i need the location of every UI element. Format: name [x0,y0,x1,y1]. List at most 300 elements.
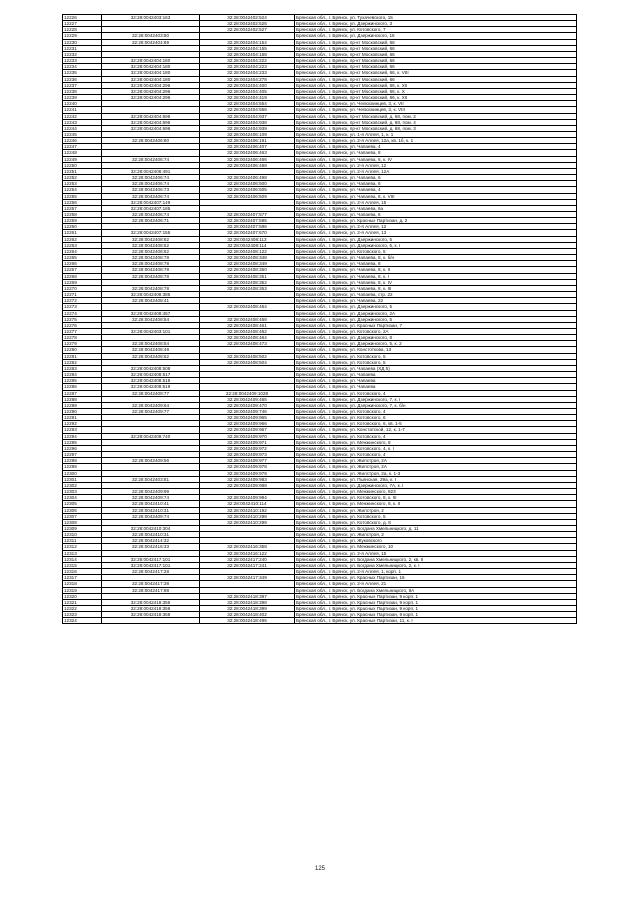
address-cell: Брянская обл., г. Брянск, ул. Чапаева (ХД 5) [295,365,577,371]
object-cadastral-number-cell: 32:28:0042408:454 [200,304,295,310]
row-number-cell: 12317 [63,575,102,581]
object-cadastral-number-cell: 32:28:0042418:397 [200,593,295,599]
address-cell: Брянская обл., г. Брянск, ул. 2-я Аллея, 12А [295,168,577,174]
object-cadastral-number-cell: 32:28:0042418:399 [200,606,295,612]
row-number-cell: 12237 [63,82,102,88]
address-cell: Брянская обл., г. Брянск, ул. Котовского, 4 [295,433,577,439]
address-cell: Брянская обл., г. Брянск, ул. Богдана Хмельницкого, д. 11 [295,525,577,531]
address-cell: Брянская обл., г. Брянск, ул. Чапаева, 6, к. VIII [295,193,577,199]
row-number-cell: 12247 [63,144,102,150]
address-cell: Брянская обл., г. Брянск, ул. 2-я Аллея, 15 [295,550,577,556]
land-cadastral-number-cell: 32:28:0042403:163 [102,15,200,21]
address-cell: Брянская обл., г. Брянск, ул. Чапаева, 8 [295,150,577,156]
row-number-cell: 12251 [63,168,102,174]
row-number-cell: 12278 [63,335,102,341]
row-number-cell: 12291 [63,415,102,421]
object-cadastral-number-cell: 32:28:0042402:525 [200,21,295,27]
address-cell: Брянская обл., г. Брянск, ул. 2-я Аллея, 21 [295,581,577,587]
object-cadastral-number-cell: 32:28:0042404:278 [200,76,295,82]
object-cadastral-number-cell: 32:28:0042406:498 [200,175,295,181]
address-cell: Брянская обл., г. Брянск, ул. Красных Партизан, 11, к. I [295,618,577,624]
address-cell: Брянская обл., г. Брянск, ул. Менжинского, 8 [295,439,577,445]
address-cell: Брянская обл., г. Брянск, ул. Чапаева, 8, к. II [295,267,577,273]
row-number-cell: 12230 [63,39,102,45]
address-cell: Брянская обл., г. Брянск, пр-кт Московский, 66, к. XII [295,95,577,101]
address-cell: Брянская обл., г. Брянск, ул. Чапаева, 22 [295,298,577,304]
land-cadastral-number-cell: 32:28:0042404:180 [102,76,200,82]
land-cadastral-number-cell: 32:28:0042408:78 [102,261,200,267]
land-cadastral-number-cell: 32:28:0042409:99 [102,489,200,495]
land-cadastral-number-cell: 32:28:0042406:71 [102,218,200,224]
address-cell: Брянская обл., г. Брянск, пр-кт Московский, д. 68, пом. 2 [295,113,577,119]
address-cell: Брянская обл., г. Брянск, ул. 2-я Аллея, 1, корп. 1 [295,569,577,575]
address-cell: Брянская обл., г. Брянск, ул. Чапаева [295,378,577,384]
land-cadastral-number-cell: 32:28:0042403:81 [102,476,200,482]
object-cadastral-number-cell: 32:28:0042409:994 [200,495,295,501]
land-cadastral-number-cell: 32:28:0042417:101 [102,562,200,568]
address-cell: Брянская обл., г. Брянск, ул. Красных Партизан, 9 корп. 1 [295,599,577,605]
land-cadastral-number-cell: 32:28:0042408:519 [102,384,200,390]
address-cell: Брянская обл., г. Брянск, ул. Жуковского [295,538,577,544]
address-cell: Брянская обл., г. Брянск, ул. Красных Партизан, 9 корп. 1 [295,606,577,612]
land-cadastral-number-cell: 32:28:0042407:185 [102,205,200,211]
address-cell: Брянская обл., г. Брянск, ул. Жилстроя, 2А [295,464,577,470]
row-number-cell: 12234 [63,64,102,70]
object-cadastral-number-cell: 32:28:0042404:937 [200,113,295,119]
land-cadastral-number-cell: 32:28:0042408:518 [102,378,200,384]
row-number-cell: 12312 [63,544,102,550]
address-cell: Брянская обл., г. Брянск, ул. 2-я Аллея, 13 [295,230,577,236]
address-cell: Брянская обл., г. Брянск, ул. Дзержинского, 7, к. I [295,396,577,402]
land-cadastral-number-cell: 32:28:0042404:180 [102,58,200,64]
land-cadastral-number-cell: 32:28:0042417:38 [102,581,200,587]
land-cadastral-number-cell: 32:28:0042408:385 [102,292,200,298]
object-cadastral-number-cell: 32:28:0042408:353 [200,285,295,291]
row-number-cell: 12320 [63,593,102,599]
object-cadastral-number-cell: 32:28:0042418:496 [200,618,295,624]
address-cell: Брянская обл., г. Брянск, пр-кт Московский, 66 [295,58,577,64]
object-cadastral-number-cell: 32:28:0042404:158 [200,51,295,57]
address-cell: Брянская обл., г. Брянск, ул. Красных Партизан, д. 2 [295,218,577,224]
object-cadastral-number-cell: 32:28:0042404:233 [200,70,295,76]
document-page [62,14,577,624]
row-number-cell: 12252 [63,175,102,181]
row-number-cell: 12259 [63,218,102,224]
row-number-cell: 12297 [63,452,102,458]
land-cadastral-number-cell: 32:28:0042418:358 [102,612,200,618]
row-number-cell: 12241 [63,107,102,113]
address-cell: Брянская обл., г. Брянск, ул. 1-я Аллея, 1, к. 1 [295,131,577,137]
object-cadastral-number-cell: 32:28:0042409:978 [200,464,295,470]
address-cell: Брянская обл., г. Брянск, ул. Чапаева, 8, к. IV [295,279,577,285]
register-table-body [63,15,577,624]
land-cadastral-number-cell: 32:28:0042408:62 [102,248,200,254]
row-number-cell: 12248 [63,150,102,156]
row-number-cell: 12265 [63,255,102,261]
address-cell: Брянская обл., г. Брянск, пр-кт Московский, 66, к. XII [295,82,577,88]
address-cell: Брянская обл., г. Брянск, ул. Дзержинского, 5 [295,304,577,310]
address-cell: Брянская обл., г. Брянск, ул. Котовского, 8, к. III [295,495,577,501]
object-cadastral-number-cell: 32:28:0042407:595 [200,218,295,224]
address-cell: Брянская обл., г. Брянск, ул. Красных Партизан, 9 корп. 1 [295,612,577,618]
row-number-cell: 12231 [63,45,102,51]
row-number-cell: 12254 [63,187,102,193]
land-cadastral-number-cell: 32:28:0042408:41 [102,298,200,304]
row-number-cell: 12255 [63,193,102,199]
object-cadastral-number-cell: 32:28:0042404:419 [200,95,295,101]
row-number-cell: 12324 [63,618,102,624]
land-cadastral-number-cell: 32:28:0042407:149 [102,199,200,205]
object-cadastral-number-cell: 32:28:0042417:241 [200,562,295,568]
address-cell: Брянская обл., г. Брянск, ул. Котовского, 5 [295,359,577,365]
land-cadastral-number-cell: 32:28:0042404:296 [102,82,200,88]
row-number-cell: 12284 [63,372,102,378]
row-number-cell: 12244 [63,125,102,131]
address-cell: Брянская обл., г. Брянск, ул. Красных Партизан, 16 [295,575,577,581]
page-number: 125 [314,866,325,872]
object-cadastral-number-cell: 32:28:0042409:1028 [200,390,295,396]
object-cadastral-number-cell: 32:28:0042408:461 [200,322,295,328]
address-cell: Брянская обл., г. Брянск, ул. Констоткова, 13 [295,347,577,353]
object-cadastral-number-cell: 32:28:0042406:407 [200,144,295,150]
address-cell: Брянская обл., г. Брянск, ул. Жилстроя, 2 [295,507,577,513]
object-cadastral-number-cell: 32:28:0042409:977 [200,458,295,464]
address-cell: Брянская обл., г. Брянск, пр-кт Московский, 66 [295,45,577,51]
address-cell: Брянская обл., г. Брянск, пр-кт Московский, д. 68, пом. 3 [295,125,577,131]
object-cadastral-number-cell: 32:28:0042406:109 [200,131,295,137]
land-cadastral-number-cell: 32:28:0042407:155 [102,230,200,236]
land-cadastral-number-cell: 32:28:0042418:356 [102,599,200,605]
address-cell: Брянская обл., г. Брянск, ул. Жилстроя, 2 [295,532,577,538]
land-cadastral-number-cell: 32:28:0042406:74 [102,193,200,199]
row-number-cell: 12245 [63,131,102,137]
address-cell: Брянская обл., г. Брянск, ул. Котовского, 4 [295,409,577,415]
object-cadastral-number-cell: 32:28:0042410:192 [200,507,295,513]
land-cadastral-number-cell [102,618,200,624]
row-number-cell: 12309 [63,525,102,531]
address-cell: Брянская обл., г. Брянск, ул. Богдана Хмельницкого, 8А [295,587,577,593]
address-cell: Брянская обл., г. Брянск, ул. Котовского, 5 [295,248,577,254]
row-number-cell: 12314 [63,556,102,562]
row-number-cell: 12270 [63,285,102,291]
object-cadastral-number-cell: 32:28:0042408:502 [200,353,295,359]
row-number-cell: 12233 [63,58,102,64]
object-cadastral-number-cell: 32:28:0042416:122 [200,550,295,556]
address-cell: Брянская обл., г. Брянск, ул. 2-я Аллея, 12а, кв. 1б, к. 1 [295,138,577,144]
address-cell: Брянская обл., г. Брянск, ул. Менжинского, 823 [295,489,577,495]
object-cadastral-number-cell: 32:28:0042402:524 [200,15,295,21]
land-cadastral-number-cell: 32:28:0042408:457 [102,310,200,316]
address-cell: Брянская обл., г. Брянск, ул. Чапаева, 6, к. IV [295,156,577,162]
land-cadastral-number-cell: 32:28:0042408:508 [102,365,200,371]
object-cadastral-number-cell: 32:28:0042408:348 [200,255,295,261]
row-number-cell: 12240 [63,101,102,107]
address-cell: Брянская обл., г. Брянск, ул. Челюскинцев, 3, к. VIII [295,107,577,113]
land-cadastral-number-cell: 32:28:0042409:77 [102,390,200,396]
object-cadastral-number-cell: 32:28:0042408:504 [200,359,295,365]
row-number-cell: 12246 [63,138,102,144]
object-cadastral-number-cell: 32:28:0042410:299 [200,519,295,525]
row-number-cell: 12313 [63,550,102,556]
address-cell: Брянская обл., г. Брянск, ул. Констатской, 12, к. 1-7 [295,427,577,433]
land-cadastral-number-cell: 32:28:0042404:696 [102,113,200,119]
address-cell: Брянская обл., г. Брянск, ул. Дзержинского, 8 [295,335,577,341]
row-number-cell: 12307 [63,513,102,519]
row-number-cell: 12294 [63,433,102,439]
land-cadastral-number-cell: 32:28:0042409:56 [102,458,200,464]
object-cadastral-number-cell: 32:28:0042404:939 [200,125,295,131]
land-cadastral-number-cell: 32:28:0042408:62 [102,236,200,242]
address-cell: Брянская обл., г. Брянск, ул. Чапаева, 8, к. III [295,285,577,291]
row-number-cell: 12232 [63,51,102,57]
row-number-cell: 12315 [63,562,102,568]
land-cadastral-number-cell: 32:28:0042406:74 [102,212,200,218]
land-cadastral-number-cell: 32:28:0042409:740 [102,433,200,439]
object-cadastral-number-cell: 32:28:0042404:938 [200,119,295,125]
address-cell: Брянская обл., г. Брянск, пр-кт Московский, 66, к. X [295,88,577,94]
address-cell: Брянская обл., г. Брянск, ул. Красных Партизан, 9 корп. 1 [295,593,577,599]
address-cell: Брянская обл., г. Брянск, ул. Жилстроя, 2а, к. 1-3 [295,470,577,476]
land-cadastral-number-cell: 32:28:0042408:48 [102,347,200,353]
address-cell: Брянская обл., г. Брянск, ул. Дзержинского, 5, к. 2 [295,341,577,347]
row-number-cell: 12319 [63,587,102,593]
address-cell: Брянская обл., г. Брянск, ул. Чапаева, 6 [295,175,577,181]
land-cadastral-number-cell: 32:28:0042417:101 [102,556,200,562]
address-cell: Брянская обл., г. Брянск, ул. Чапаева, 8, к. б/н [295,255,577,261]
address-cell: Брянская обл., г. Брянск, ул. Котовского, 5 [295,353,577,359]
land-cadastral-number-cell: 32:28:0042408:78 [102,267,200,273]
object-cadastral-number-cell: 32:28:0042404:400 [200,82,295,88]
row-number-cell: 12235 [63,70,102,76]
row-number-cell: 12238 [63,88,102,94]
land-cadastral-number-cell: 32:28:0042404:696 [102,125,200,131]
row-number-cell: 12279 [63,341,102,347]
row-number-cell: 12243 [63,119,102,125]
row-number-cell: 12250 [63,162,102,168]
row-number-cell: 12282 [63,359,102,365]
row-number-cell: 12258 [63,212,102,218]
object-cadastral-number-cell: 32:28:0042409:971 [200,439,295,445]
address-cell: Брянская обл., г. Брянск, ул. Тухачевского, 15 [295,15,577,21]
address-cell: Брянская обл., г. Брянск, ул. Дзержинского, 16 [295,33,577,39]
land-cadastral-number-cell: 32:28:0042418:356 [102,606,200,612]
land-cadastral-number-cell: 32:28:0042406:491 [102,168,200,174]
land-cadastral-number-cell: 32:28:0042410:31 [102,532,200,538]
land-cadastral-number-cell: 32:28:0042404:696 [102,119,200,125]
object-cadastral-number-cell: 32:28:0042409:970 [200,433,295,439]
row-number-cell: 12257 [63,205,102,211]
row-number-cell: 12296 [63,445,102,451]
row-number-cell: 12308 [63,519,102,525]
object-cadastral-number-cell: 32:28:0042409:470 [200,402,295,408]
row-number-cell: 12276 [63,322,102,328]
land-cadastral-number-cell: 32:28:0042414:32 [102,538,200,544]
land-cadastral-number-cell: 32:28:0042404:180 [102,70,200,76]
land-cadastral-number-cell: 32:28:0042409:74 [102,513,200,519]
object-cadastral-number-cell: 32:28:0042408:114 [200,242,295,248]
land-cadastral-number-cell: 32:28:0042408:517 [102,372,200,378]
object-cadastral-number-cell: 32:28:0042406:505 [200,187,295,193]
address-cell: Брянская обл., г. Брянск, ул. Дзержинского, 3 [295,21,577,27]
address-cell: Брянская обл., г. Брянск, ул. Чапаева, 6 [295,181,577,187]
row-number-cell: 12268 [63,273,102,279]
address-cell: Брянская обл., г. Брянск, ул. Котовского, 6 [295,415,577,421]
object-cadastral-number-cell: 32:28:0042408:350 [200,267,295,273]
address-cell: Брянская обл., г. Брянск, ул. Красных Партизан, 7 [295,322,577,328]
address-cell: Брянская обл., г. Брянск, пр-кт Московский, 66 [295,76,577,82]
land-cadastral-number-cell: 32:28:0042408:54 [102,316,200,322]
object-cadastral-number-cell: 32:28:0042409:967 [200,427,295,433]
row-number-cell: 12302 [63,482,102,488]
address-cell: Брянская обл., г. Брянск, ул. Котовского, 6, кв. 1-5 [295,421,577,427]
object-cadastral-number-cell: 32:28:0042406:488 [200,162,295,168]
land-cadastral-number-cell: 32:28:0042408:78 [102,273,200,279]
object-cadastral-number-cell: 32:28:0042406:509 [200,193,295,199]
row-number-cell: 12305 [63,501,102,507]
object-cadastral-number-cell: 32:28:0042410:298 [200,513,295,519]
row-number-cell: 12285 [63,378,102,384]
land-cadastral-number-cell: 32:28:0042404:89 [102,39,200,45]
object-cadastral-number-cell: 32:28:0042409:988 [200,482,295,488]
land-cadastral-number-cell: 32:28:0042409:74 [102,495,200,501]
address-cell: Брянская обл., г. Брянск, ул. Котовского, 7 [295,27,577,33]
object-cadastral-number-cell: 32:28:0042409:979 [200,470,295,476]
address-cell: Брянская обл., г. Брянск, ул. Дзержинского, 7, к. б/н [295,402,577,408]
object-cadastral-number-cell: 32:28:0042408:349 [200,261,295,267]
row-number-cell: 12283 [63,365,102,371]
row-number-cell: 12323 [63,612,102,618]
row-number-cell: 12242 [63,113,102,119]
address-cell: Брянская обл., г. Брянск, ул. Чапаева, 6 [295,212,577,218]
row-number-cell: 12249 [63,156,102,162]
address-cell: Брянская обл., г. Брянск, пр-кт Московский, д. 68, пом. 4 [295,119,577,125]
land-cadastral-number-cell: 32:28:0042406:74 [102,156,200,162]
row-number-cell: 12274 [63,310,102,316]
address-cell: Брянская обл., г. Брянск, пр-кт Московский, 66, к. VIII [295,70,577,76]
row-number-cell: 12304 [63,495,102,501]
row-number-cell: 12273 [63,304,102,310]
object-cadastral-number-cell: 32:28:0042406:463 [200,150,295,156]
land-cadastral-number-cell: 32:28:0042406:73 [102,187,200,193]
register-table [62,14,577,624]
address-cell: Брянская обл., г. Брянск, ул. Жилстроя, 2А [295,458,577,464]
row-number-cell: 12271 [63,292,102,298]
object-cadastral-number-cell: 32:28:0042418:402 [200,612,295,618]
object-cadastral-number-cell: 32:28:0042409:965 [200,415,295,421]
land-cadastral-number-cell: 32:28:0042408:78 [102,255,200,261]
row-number-cell: 12322 [63,606,102,612]
object-cadastral-number-cell: 32:28:0042404:223 [200,64,295,70]
object-cadastral-number-cell: 32:28:0042406:500 [200,181,295,187]
land-cadastral-number-cell: 32:28:0042409:64 [102,402,200,408]
address-cell: Брянская обл., г. Брянск, ул. Богдана Хмельницкого, 2, к. I [295,562,577,568]
row-number-cell: 12260 [63,224,102,230]
address-cell: Брянская обл., г. Брянск, ул. Дзержинского, 5 [295,236,577,242]
object-cadastral-number-cell: 32:28:0042409:966 [200,421,295,427]
object-cadastral-number-cell: 32:28:0042407:596 [200,224,295,230]
row-number-cell: 12263 [63,242,102,248]
row-number-cell: 12286 [63,384,102,390]
object-cadastral-number-cell: 32:28:0042408:122 [200,248,295,254]
row-number-cell: 12287 [63,390,102,396]
land-cadastral-number-cell: 32:28:0042409:77 [102,409,200,415]
row-number-cell: 12262 [63,236,102,242]
object-cadastral-number-cell: 32:28:0042409:465 [200,396,295,402]
address-cell: Брянская обл., г. Брянск, ул. Дзержинского, 7А, к. I [295,482,577,488]
address-cell: Брянская обл., г. Брянск, ул. Дзержинского, 5, к. I [295,242,577,248]
land-cadastral-number-cell: 32:28:0042417:28 [102,569,200,575]
land-cadastral-number-cell: 32:28:0042408:78 [102,285,200,291]
row-number-cell: 12288 [63,396,102,402]
address-cell: Брянская обл., г. Брянск, ул. Чапаева, 8 [295,261,577,267]
row-number-cell: 12281 [63,353,102,359]
land-cadastral-number-cell: 32:28:0042408:54 [102,341,200,347]
address-cell: Брянская обл., г. Брянск, ул. Котовского, 4 [295,390,577,396]
object-cadastral-number-cell: 32:28:0042408:351 [200,273,295,279]
row-number-cell: 12318 [63,581,102,587]
land-cadastral-number-cell: 32:28:0042408:62 [102,353,200,359]
address-cell: Брянская обл., г. Брянск, пр-кт Московский, 66 [295,64,577,70]
land-cadastral-number-cell: 32:28:0042406:80 [102,138,200,144]
object-cadastral-number-cell: 32:28:0042407:670 [200,230,295,236]
row-number-cell: 12256 [63,199,102,205]
object-cadastral-number-cell: 32:28:0042404:554 [200,101,295,107]
address-cell: Брянская обл., г. Брянск, ул. Котовского, д. 8 [295,519,577,525]
row-number-cell: 12239 [63,95,102,101]
row-number-cell: 12266 [63,261,102,267]
land-cadastral-number-cell: 32:28:0042410:41 [102,501,200,507]
land-cadastral-number-cell: 32:28:0042416:33 [102,544,200,550]
row-number-cell: 12272 [63,298,102,304]
address-cell: Брянская обл., г. Брянск, ул. Чапаева, стр. 22 [295,292,577,298]
address-cell: Брянская обл., г. Брянск, ул. Богдана Хмельницкого, 2, кв. II [295,556,577,562]
row-number-cell: 12226 [63,15,102,21]
land-cadastral-number-cell: 32:28:0042404:296 [102,88,200,94]
address-cell: Брянская обл., г. Брянск, ул. Дзержинского, 5 [295,316,577,322]
land-cadastral-number-cell: 32:28:0042410:304 [102,525,200,531]
object-cadastral-number-cell: 32:28:0042404:154 [200,39,295,45]
object-cadastral-number-cell: 32:28:0042408:473 [200,341,295,347]
land-cadastral-number-cell: 32:28:0042404:180 [102,64,200,70]
land-cadastral-number-cell: 32:28:0042410:31 [102,507,200,513]
address-cell: Брянская обл., г. Брянск, ул. Котовского, 4 [295,452,577,458]
row-number-cell: 12321 [63,599,102,605]
row-number-cell: 12253 [63,181,102,187]
row-number-cell: 12300 [63,470,102,476]
row-number-cell: 12290 [63,409,102,415]
land-cadastral-number-cell: 32:28:0042408:62 [102,242,200,248]
object-cadastral-number-cell: 32:28:0042408:464 [200,335,295,341]
object-cadastral-number-cell: 32:28:0042406:466 [200,156,295,162]
row-number-cell: 12289 [63,402,102,408]
land-cadastral-number-cell: 32:28:0042404:296 [102,95,200,101]
object-cadastral-number-cell: 32:28:0042404:556 [200,107,295,113]
row-number-cell: 12269 [63,279,102,285]
address-cell: Брянская обл., г. Брянск, ул. 2-я Аллея, 12 [295,162,577,168]
object-cadastral-number-cell: 32:28:0042404:222 [200,58,295,64]
object-cadastral-number-cell: 32:28:0042404:405 [200,88,295,94]
row-number-cell: 12316 [63,569,102,575]
land-cadastral-number-cell: 32:28:0042406:74 [102,175,200,181]
row-number-cell: 12229 [63,33,102,39]
object-cadastral-number-cell: 32:28:0042416:358 [200,544,295,550]
address-cell: Брянская обл., г. Брянск, ул. Менжинского, 10 [295,544,577,550]
object-cadastral-number-cell: 32:28:0042417:349 [200,575,295,581]
object-cadastral-number-cell: 32:28:0042408:458 [200,316,295,322]
address-cell: Брянская обл., г. Брянск, ул. Котовского, 5 [295,513,577,519]
row-number-cell: 12261 [63,230,102,236]
row-number-cell: 12236 [63,76,102,82]
